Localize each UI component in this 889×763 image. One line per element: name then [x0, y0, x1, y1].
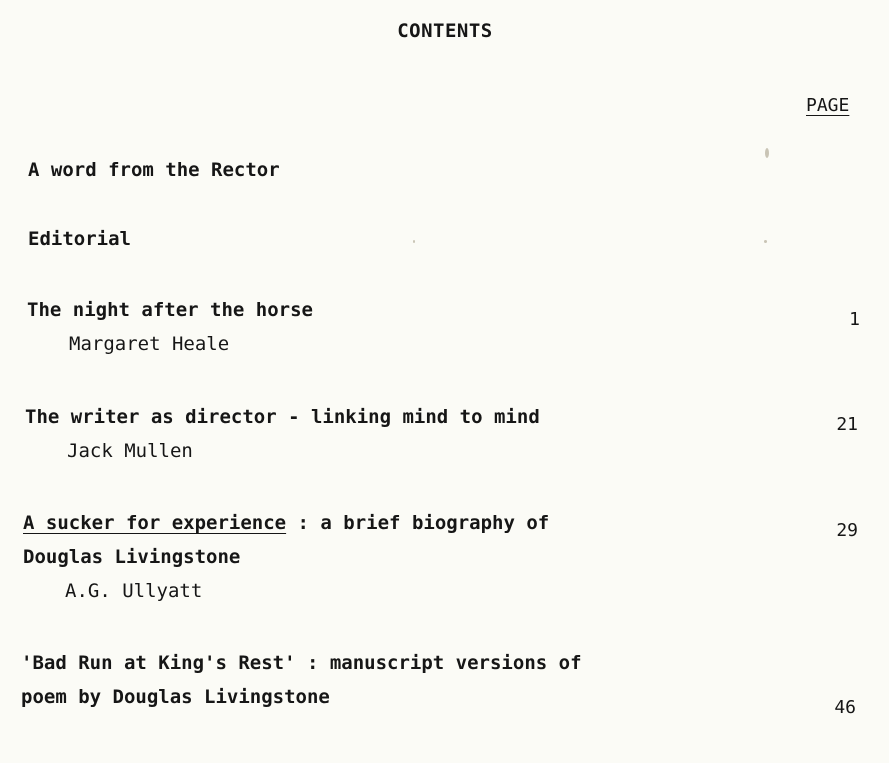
toc-entry-page-number: 21 [836, 414, 858, 435]
toc-entry-title-underlined: A sucker for experience [23, 512, 287, 534]
toc-entry-writer-as-director [25, 400, 540, 468]
toc-entry-title: The writer as director - linking mind to mind [25, 406, 540, 428]
page-title: CONTENTS [397, 20, 493, 42]
toc-entry-bad-run [21, 646, 582, 714]
toc-entry-title: The night after the horse [27, 299, 313, 321]
toc-entry-author: A.G. Ullyatt [65, 580, 203, 602]
toc-entry-page-number: 46 [834, 697, 856, 718]
toc-entry-page-number: 1 [849, 309, 860, 330]
page-column-label: PAGE [806, 95, 850, 116]
toc-entry-author: Jack Mullen [67, 440, 193, 462]
toc-entry-title-line2: poem by Douglas Livingstone [21, 686, 330, 708]
toc-entry-title: Editorial [28, 228, 131, 250]
toc-entry-title-line2: Douglas Livingstone [23, 546, 241, 568]
toc-entry-author: Margaret Heale [69, 333, 230, 355]
toc-entry-sucker-for-experience [23, 506, 549, 608]
toc-entry-title: 'Bad Run at King's Rest' : manuscript versions of [21, 652, 582, 674]
paper-speck [764, 240, 767, 243]
toc-entry-night-after-horse [27, 293, 313, 361]
paper-speck [765, 148, 769, 158]
paper-speck [413, 240, 415, 243]
toc-entry-editorial [28, 222, 131, 256]
toc-entry-title: A word from the Rector [28, 159, 280, 181]
toc-entry-title-rest: : a brief biography of [286, 512, 550, 534]
toc-entry-title [23, 506, 549, 540]
toc-entry-rector [28, 153, 280, 187]
toc-entry-page-number: 29 [836, 520, 858, 541]
